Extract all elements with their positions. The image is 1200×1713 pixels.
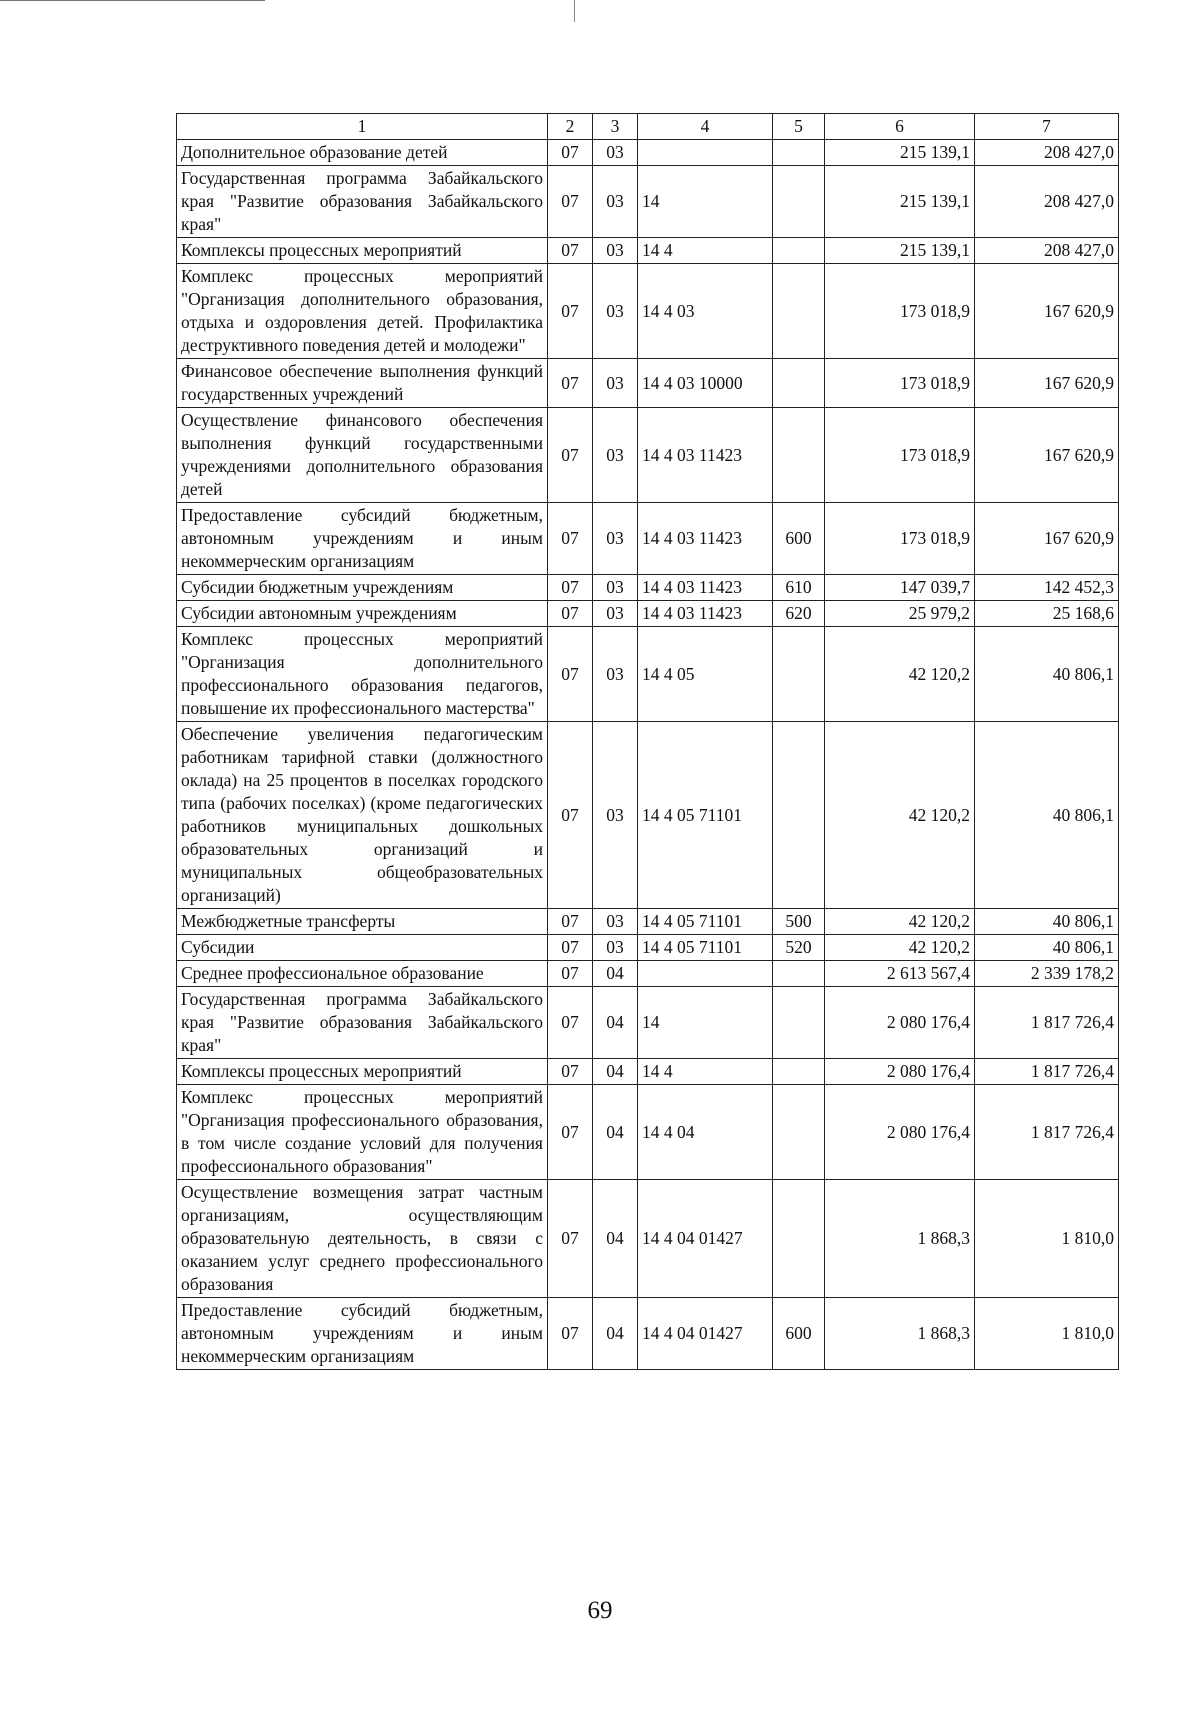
table-row bbox=[177, 503, 1119, 575]
amount-col6: 42 120,2 bbox=[825, 627, 975, 722]
amount-col7: 40 806,1 bbox=[975, 935, 1119, 961]
amount-col7: 1 817 726,4 bbox=[975, 1085, 1119, 1180]
row-name: Комплекс процессных мероприятий "Организация дополнительного образования, отдыха и оздоровления детей. Профилактика деструктивного поведения детей и молодежи" bbox=[177, 264, 548, 359]
amount-col6: 2 613 567,4 bbox=[825, 961, 975, 987]
subsection-code: 04 bbox=[593, 961, 638, 987]
table-row bbox=[177, 987, 1119, 1059]
target-article-code: 14 bbox=[638, 166, 773, 238]
amount-col7: 1 810,0 bbox=[975, 1298, 1119, 1370]
section-code: 07 bbox=[548, 627, 593, 722]
amount-col6: 173 018,9 bbox=[825, 503, 975, 575]
section-code: 07 bbox=[548, 140, 593, 166]
subsection-code: 03 bbox=[593, 935, 638, 961]
expense-type-code bbox=[773, 961, 825, 987]
subsection-code: 03 bbox=[593, 722, 638, 909]
column-header: 3 bbox=[593, 114, 638, 140]
target-article-code: 14 4 03 11423 bbox=[638, 503, 773, 575]
section-code: 07 bbox=[548, 408, 593, 503]
table-row bbox=[177, 935, 1119, 961]
row-name: Обеспечение увеличения педагогическим работникам тарифной ставки (должностного оклада) на 25 процентов в поселках городского типа (рабочих поселках) (кроме педагогических работников муниципальных дошкольных образовательных организаций и муниципальных общеобразовательных организаций) bbox=[177, 722, 548, 909]
subsection-code: 03 bbox=[593, 601, 638, 627]
column-header: 2 bbox=[548, 114, 593, 140]
subsection-code: 04 bbox=[593, 1298, 638, 1370]
section-code: 07 bbox=[548, 722, 593, 909]
column-header: 4 bbox=[638, 114, 773, 140]
target-article-code: 14 4 03 11423 bbox=[638, 408, 773, 503]
column-header: 6 bbox=[825, 114, 975, 140]
target-article-code: 14 4 04 bbox=[638, 1085, 773, 1180]
row-name: Финансовое обеспечение выполнения функций государственных учреждений bbox=[177, 359, 548, 408]
expense-type-code bbox=[773, 140, 825, 166]
expense-type-code: 610 bbox=[773, 575, 825, 601]
expense-type-code bbox=[773, 722, 825, 909]
amount-col6: 1 868,3 bbox=[825, 1180, 975, 1298]
section-code: 07 bbox=[548, 359, 593, 408]
row-name: Субсидии bbox=[177, 935, 548, 961]
target-article-code: 14 4 05 71101 bbox=[638, 935, 773, 961]
subsection-code: 04 bbox=[593, 1085, 638, 1180]
row-name: Комплексы процессных мероприятий bbox=[177, 238, 548, 264]
section-code: 07 bbox=[548, 264, 593, 359]
row-name: Среднее профессиональное образование bbox=[177, 961, 548, 987]
target-article-code bbox=[638, 140, 773, 166]
target-article-code bbox=[638, 961, 773, 987]
amount-col6: 25 979,2 bbox=[825, 601, 975, 627]
section-code: 07 bbox=[548, 1298, 593, 1370]
subsection-code: 03 bbox=[593, 140, 638, 166]
expense-type-code bbox=[773, 359, 825, 408]
subsection-code: 04 bbox=[593, 1180, 638, 1298]
row-name: Субсидии бюджетным учреждениям bbox=[177, 575, 548, 601]
section-code: 07 bbox=[548, 987, 593, 1059]
amount-col6: 215 139,1 bbox=[825, 140, 975, 166]
subsection-code: 03 bbox=[593, 238, 638, 264]
target-article-code: 14 4 04 01427 bbox=[638, 1298, 773, 1370]
row-name: Комплекс процессных мероприятий "Организация профессионального образования, в том числе создание условий для получения профессионального образования" bbox=[177, 1085, 548, 1180]
section-code: 07 bbox=[548, 1180, 593, 1298]
expense-type-code bbox=[773, 264, 825, 359]
amount-col7: 208 427,0 bbox=[975, 238, 1119, 264]
section-code: 07 bbox=[548, 238, 593, 264]
target-article-code: 14 4 03 10000 bbox=[638, 359, 773, 408]
row-name: Государственная программа Забайкальского края "Развитие образования Забайкальского края" bbox=[177, 987, 548, 1059]
scan-artifact-line bbox=[0, 0, 265, 1]
amount-col6: 2 080 176,4 bbox=[825, 1085, 975, 1180]
target-article-code: 14 4 03 11423 bbox=[638, 575, 773, 601]
section-code: 07 bbox=[548, 961, 593, 987]
section-code: 07 bbox=[548, 909, 593, 935]
subsection-code: 03 bbox=[593, 575, 638, 601]
expense-type-code bbox=[773, 627, 825, 722]
section-code: 07 bbox=[548, 1085, 593, 1180]
target-article-code: 14 4 05 71101 bbox=[638, 909, 773, 935]
amount-col7: 2 339 178,2 bbox=[975, 961, 1119, 987]
amount-col6: 42 120,2 bbox=[825, 909, 975, 935]
amount-col7: 25 168,6 bbox=[975, 601, 1119, 627]
budget-table bbox=[176, 113, 1119, 1370]
row-name: Дополнительное образование детей bbox=[177, 140, 548, 166]
expense-type-code: 620 bbox=[773, 601, 825, 627]
subsection-code: 03 bbox=[593, 408, 638, 503]
row-name: Предоставление субсидий бюджетным, автономным учреждениям и иным некоммерческим организациям bbox=[177, 503, 548, 575]
target-article-code: 14 4 04 01427 bbox=[638, 1180, 773, 1298]
page-number: 69 bbox=[587, 1597, 613, 1624]
expense-type-code bbox=[773, 166, 825, 238]
subsection-code: 04 bbox=[593, 1059, 638, 1085]
subsection-code: 03 bbox=[593, 909, 638, 935]
section-code: 07 bbox=[548, 166, 593, 238]
amount-col6: 215 139,1 bbox=[825, 238, 975, 264]
subsection-code: 04 bbox=[593, 987, 638, 1059]
subsection-code: 03 bbox=[593, 264, 638, 359]
table-row bbox=[177, 238, 1119, 264]
column-header: 1 bbox=[177, 114, 548, 140]
target-article-code: 14 4 05 71101 bbox=[638, 722, 773, 909]
target-article-code: 14 4 bbox=[638, 238, 773, 264]
amount-col6: 173 018,9 bbox=[825, 264, 975, 359]
column-header: 5 bbox=[773, 114, 825, 140]
row-name: Комплекс процессных мероприятий "Организация дополнительного профессионального образования педагогов, повышение их профессионального мастерства" bbox=[177, 627, 548, 722]
row-name: Государственная программа Забайкальского края "Развитие образования Забайкальского края" bbox=[177, 166, 548, 238]
expense-type-code: 500 bbox=[773, 909, 825, 935]
target-article-code: 14 4 05 bbox=[638, 627, 773, 722]
scan-artifact-tick bbox=[574, 0, 575, 22]
amount-col6: 173 018,9 bbox=[825, 408, 975, 503]
subsection-code: 03 bbox=[593, 627, 638, 722]
target-article-code: 14 4 03 11423 bbox=[638, 601, 773, 627]
amount-col6: 42 120,2 bbox=[825, 722, 975, 909]
table-row bbox=[177, 1085, 1119, 1180]
subsection-code: 03 bbox=[593, 166, 638, 238]
amount-col7: 167 620,9 bbox=[975, 408, 1119, 503]
amount-col7: 40 806,1 bbox=[975, 722, 1119, 909]
expense-type-code: 520 bbox=[773, 935, 825, 961]
expense-type-code bbox=[773, 1180, 825, 1298]
amount-col6: 2 080 176,4 bbox=[825, 987, 975, 1059]
row-name: Осуществление финансового обеспечения выполнения функций государственными учреждениями дополнительного образования детей bbox=[177, 408, 548, 503]
table-row bbox=[177, 1180, 1119, 1298]
target-article-code: 14 4 03 bbox=[638, 264, 773, 359]
amount-col6: 1 868,3 bbox=[825, 1298, 975, 1370]
table-row bbox=[177, 909, 1119, 935]
row-name: Субсидии автономным учреждениям bbox=[177, 601, 548, 627]
table-row bbox=[177, 359, 1119, 408]
expense-type-code bbox=[773, 1085, 825, 1180]
section-code: 07 bbox=[548, 503, 593, 575]
row-name: Осуществление возмещения затрат частным организациям, осуществляющим образовательную деятельность, в связи с оказанием услуг среднего профессионального образования bbox=[177, 1180, 548, 1298]
amount-col6: 147 039,7 bbox=[825, 575, 975, 601]
table-row bbox=[177, 601, 1119, 627]
row-name: Межбюджетные трансферты bbox=[177, 909, 548, 935]
table-header-row bbox=[177, 114, 1119, 140]
row-name: Комплексы процессных мероприятий bbox=[177, 1059, 548, 1085]
amount-col7: 1 817 726,4 bbox=[975, 1059, 1119, 1085]
amount-col6: 42 120,2 bbox=[825, 935, 975, 961]
amount-col6: 2 080 176,4 bbox=[825, 1059, 975, 1085]
amount-col7: 208 427,0 bbox=[975, 166, 1119, 238]
subsection-code: 03 bbox=[593, 503, 638, 575]
expense-type-code: 600 bbox=[773, 503, 825, 575]
table-row bbox=[177, 166, 1119, 238]
table-row bbox=[177, 1059, 1119, 1085]
amount-col7: 167 620,9 bbox=[975, 503, 1119, 575]
table-row bbox=[177, 140, 1119, 166]
table-row bbox=[177, 961, 1119, 987]
section-code: 07 bbox=[548, 575, 593, 601]
amount-col7: 167 620,9 bbox=[975, 264, 1119, 359]
row-name: Предоставление субсидий бюджетным, автономным учреждениям и иным некоммерческим организациям bbox=[177, 1298, 548, 1370]
amount-col7: 40 806,1 bbox=[975, 627, 1119, 722]
expense-type-code: 600 bbox=[773, 1298, 825, 1370]
amount-col7: 1 817 726,4 bbox=[975, 987, 1119, 1059]
expense-type-code bbox=[773, 408, 825, 503]
section-code: 07 bbox=[548, 935, 593, 961]
amount-col7: 208 427,0 bbox=[975, 140, 1119, 166]
section-code: 07 bbox=[548, 601, 593, 627]
amount-col7: 1 810,0 bbox=[975, 1180, 1119, 1298]
amount-col7: 40 806,1 bbox=[975, 909, 1119, 935]
table-row bbox=[177, 627, 1119, 722]
table-row bbox=[177, 408, 1119, 503]
column-header: 7 bbox=[975, 114, 1119, 140]
table-row bbox=[177, 264, 1119, 359]
table-row bbox=[177, 722, 1119, 909]
amount-col6: 173 018,9 bbox=[825, 359, 975, 408]
section-code: 07 bbox=[548, 1059, 593, 1085]
table-row bbox=[177, 1298, 1119, 1370]
expense-type-code bbox=[773, 1059, 825, 1085]
amount-col7: 142 452,3 bbox=[975, 575, 1119, 601]
expense-type-code bbox=[773, 238, 825, 264]
amount-col6: 215 139,1 bbox=[825, 166, 975, 238]
target-article-code: 14 bbox=[638, 987, 773, 1059]
expense-type-code bbox=[773, 987, 825, 1059]
target-article-code: 14 4 bbox=[638, 1059, 773, 1085]
subsection-code: 03 bbox=[593, 359, 638, 408]
table-row bbox=[177, 575, 1119, 601]
amount-col7: 167 620,9 bbox=[975, 359, 1119, 408]
